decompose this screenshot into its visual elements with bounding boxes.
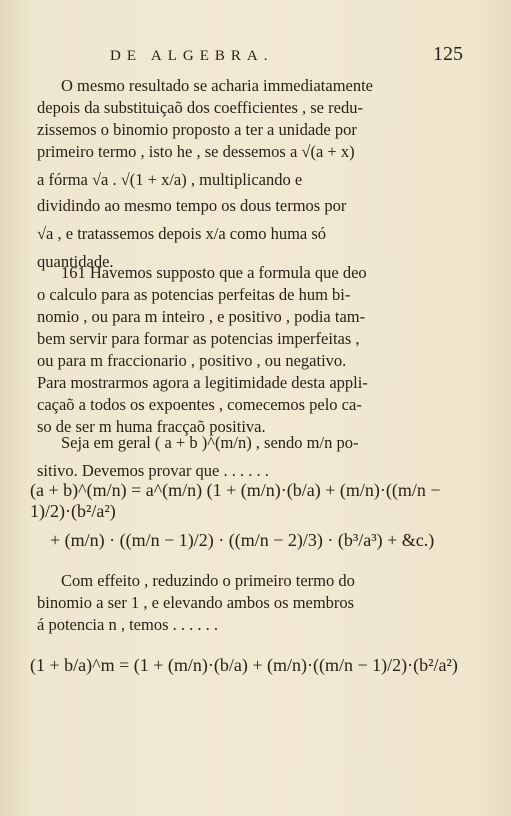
text-line: ou para m fraccionario , positivo , ou negativo. <box>37 351 347 370</box>
text-line: dividindo ao mesmo tempo os dous termos por <box>37 196 347 215</box>
text-line: O mesmo resultado se acharia immediatamente <box>61 76 374 95</box>
text-line: bem servir para formar as potencias imperfeitas , <box>37 329 360 348</box>
text-line: á potencia n , temos . . . . . . <box>37 615 219 634</box>
text-line: nomio , ou para m inteiro , e positivo , podia tam- <box>37 307 366 326</box>
text-line: caçaõ a todos os expoentes , comecemos pelo ca- <box>37 395 362 414</box>
paragraph-1 <box>37 75 475 273</box>
text-line: Seja em geral ( a + b )^(m/n) , sendo m/n po- <box>61 433 359 452</box>
text-line: binomio a ser 1 , e elevando ambos os membros <box>37 593 355 612</box>
text-line: Com effeito , reduzindo o primeiro termo do <box>61 571 355 590</box>
binomial-formula-continued: + (m/n) · ((m/n − 1)/2) · ((m/n − 2)/3) · (b³/a³) + &c.) <box>50 530 435 550</box>
page-header <box>38 40 471 70</box>
text-line: so de ser m huma fracçaõ positiva. <box>37 417 266 436</box>
text-line: 161 Havemos supposto que a formula que deo <box>61 263 367 282</box>
text-line: o calculo para as potencias perfeitas de hum bi- <box>37 285 351 304</box>
paragraph-3 <box>37 432 475 482</box>
running-head: DE ALGEBRA. <box>110 48 274 64</box>
text-line: zissemos o binomio proposto a ter a unidade por <box>37 120 357 139</box>
text-line: sitivo. Devemos provar que . . . . . . <box>37 461 269 480</box>
text-line: Para mostrarmos agora a legitimidade desta appli- <box>37 373 368 392</box>
paragraph-2 <box>37 262 475 438</box>
text-line: a fórma √a . √(1 + x/a) , multiplicando e <box>37 170 303 189</box>
paragraph-4 <box>37 570 475 636</box>
binomial-formula: (a + b)^(m/n) = a^(m/n) (1 + (m/n)·(b/a) + (m/n)·((m/n − 1)/2)·(b²/a²) <box>30 480 441 521</box>
text-line: depois da substituiçaõ dos coefficientes , se redu- <box>37 98 363 117</box>
text-line: √a , e tratassemos depois x/a como huma só <box>37 224 327 243</box>
page-number: 125 <box>433 43 463 65</box>
text-line: primeiro termo , isto he , se dessemos a √(a + x) <box>37 142 355 161</box>
power-formula: (1 + b/a)^m = (1 + (m/n)·(b/a) + (m/n)·((m/n − 1)/2)·(b²/a²) <box>30 655 458 675</box>
text-line: quantidade. <box>37 252 114 271</box>
